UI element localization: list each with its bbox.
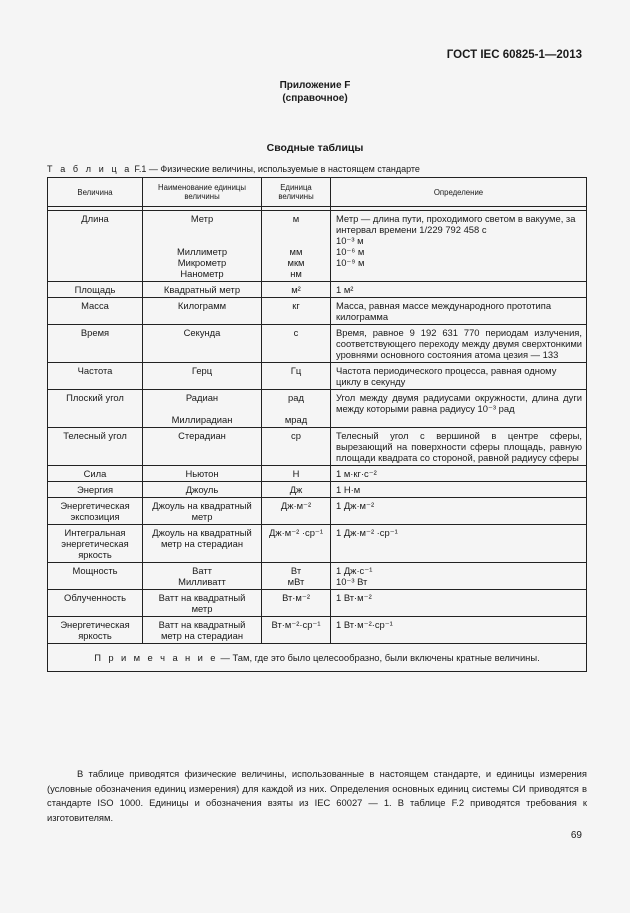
table-row [48, 617, 587, 644]
row-quantity: Масса [48, 298, 143, 325]
appendix-subtitle: (справочное) [282, 93, 348, 104]
unit-name: Ватт [192, 565, 212, 576]
unit-name: Радиан [185, 392, 219, 403]
definition: Частота периодического процесса, равная одному циклу в секунду [331, 363, 587, 390]
definition: 1 Н·м [331, 482, 587, 498]
unit-symbol: Дж [262, 482, 331, 498]
row-quantity: Частота [48, 363, 143, 390]
caption-label: Т а б л и ц а [47, 164, 132, 174]
unit-name: Ньютон [143, 466, 262, 482]
table-note-row [48, 644, 587, 672]
section-title: Сводные таблицы [266, 142, 364, 154]
row-quantity: Энергия [48, 482, 143, 498]
document-code: ГОСТ IEC 60825-1—2013 [446, 49, 582, 61]
row-quantity: Интегральная энергетическая яркость [48, 525, 143, 563]
note-label: П р и м е ч а н и е [94, 652, 218, 663]
definition: 10⁻³ Вт [336, 576, 368, 587]
table-row [48, 211, 587, 282]
definition: Угол между двумя радиусами окружности, длина дуги между которыми равна радиусу 10⁻³ рад [331, 390, 587, 428]
row-quantity: Время [48, 325, 143, 363]
unit-name: Миллиметр [176, 246, 228, 257]
unit-name: Квадратный метр [143, 282, 262, 298]
unit-name: Ватт на квадратный метр [143, 590, 262, 617]
unit-name: Джоуль на квадратный метр на стерадиан [143, 525, 262, 563]
unit-symbol: мрад [284, 414, 308, 425]
unit-name: Ватт на квадратный метр на стерадиан [143, 617, 262, 644]
appendix-heading [0, 79, 630, 105]
table-row [48, 482, 587, 498]
unit-symbol: Вт·м⁻² [262, 590, 331, 617]
table-row [48, 590, 587, 617]
unit-symbol: с [262, 325, 331, 363]
unit-name: Милливатт [178, 576, 226, 587]
header-unit: Единица величины [262, 178, 331, 207]
table-row [48, 282, 587, 298]
unit-name: Килограмм [143, 298, 262, 325]
unit-symbol: мм [289, 246, 303, 257]
definition: 10⁻⁶ м [336, 246, 365, 257]
unit-symbol: Дж·м⁻² ·ср⁻¹ [262, 525, 331, 563]
unit-symbol: Дж·м⁻² [262, 498, 331, 525]
unit-name: Метр [190, 213, 214, 224]
row-quantity: Мощность [48, 563, 143, 590]
definition: 1 м·кг·с⁻² [331, 466, 587, 482]
unit-name: Нанометр [180, 268, 224, 279]
unit-symbol: Н [262, 466, 331, 482]
table-row [48, 298, 587, 325]
quantities-table [47, 177, 587, 672]
table-caption [47, 164, 420, 174]
table-row [48, 563, 587, 590]
definition: 1 Вт·м⁻² [331, 590, 587, 617]
header-definition: Определение [331, 178, 587, 207]
unit-symbol: м [292, 213, 300, 224]
unit-name: Джоуль [143, 482, 262, 498]
definition: 1 Вт·м⁻²·ср⁻¹ [331, 617, 587, 644]
definition: 1 Дж·с⁻¹ [336, 565, 373, 576]
unit-name: Секунда [143, 325, 262, 363]
row-quantity: Сила [48, 466, 143, 482]
unit-symbol: ср [262, 428, 331, 466]
row-quantity: Площадь [48, 282, 143, 298]
unit-name: Джоуль на квадратный метр [143, 498, 262, 525]
table-row [48, 525, 587, 563]
definition: 10⁻⁹ м [336, 257, 365, 268]
unit-name: Стерадиан [143, 428, 262, 466]
row-quantity: Энергетическая яркость [48, 617, 143, 644]
unit-symbol: мкм [287, 257, 305, 268]
table-row [48, 390, 587, 428]
table-row [48, 363, 587, 390]
unit-symbol: Вт·м⁻²·ср⁻¹ [262, 617, 331, 644]
unit-symbol: кг [262, 298, 331, 325]
unit-symbol: нм [290, 268, 302, 279]
row-quantity: Телесный угол [48, 428, 143, 466]
unit-name: Микрометр [177, 257, 227, 268]
unit-symbol: Гц [262, 363, 331, 390]
body-paragraph: В таблице приводятся физические величины, использованные в настоящем стандарте, и единицы измерения (условные обозначения единиц измерения) для каждой из них. Определения основных единиц системы СИ приводятся в стандарте ISO 1000. Единицы и обозначения взяты из IEC 60027 — 1. В таблице F.2 приводятся требования к изготовителям. [47, 768, 587, 823]
row-quantity: Энергетическая экспозиция [48, 498, 143, 525]
header-unit-name: Наименование единицы величины [143, 178, 262, 207]
table-row [48, 428, 587, 466]
note-text: — Там, где это было целесообразно, были включены кратные величины. [217, 652, 540, 663]
definition: 1 Дж·м⁻² [331, 498, 587, 525]
definition: Метр — длина пути, проходимого светом в вакууме, за интервал времени 1/229 792 458 с [336, 213, 576, 235]
unit-symbol: рад [288, 392, 304, 403]
table-row [48, 498, 587, 525]
unit-symbol: Вт [290, 565, 302, 576]
appendix-title: Приложение F [279, 80, 351, 91]
unit-name: Герц [143, 363, 262, 390]
definition: 1 Дж·м⁻² ·ср⁻¹ [331, 525, 587, 563]
row-quantity: Облученность [48, 590, 143, 617]
unit-name: Миллирадиан [171, 414, 233, 425]
caption-text: F.1 — Физические величины, используемые в настоящем стандарте [131, 164, 420, 174]
definition: Масса, равная массе международного прототипа килограмма [331, 298, 587, 325]
unit-symbol: мВт [287, 576, 305, 587]
definition: 10⁻³ м [336, 235, 364, 246]
definition: 1 м² [331, 282, 587, 298]
table-row [48, 325, 587, 363]
definition: Телесный угол с вершиной в центре сферы, вырезающий на поверхности сферы площадь, равную площади квадрата со стороной, равной радиусу сферы [331, 428, 587, 466]
page-number: 69 [570, 830, 582, 841]
row-quantity: Плоский угол [48, 390, 143, 428]
row-quantity: Длина [48, 211, 143, 282]
definition: Время, равное 9 192 631 770 периодам излучения, соответствующего переходу между двумя сверхтонкими уровнями основного состояния атома цезия — 133 [331, 325, 587, 363]
unit-symbol: м² [262, 282, 331, 298]
header-quantity: Величина [48, 178, 143, 207]
table-row [48, 466, 587, 482]
table-header-row [48, 178, 587, 207]
